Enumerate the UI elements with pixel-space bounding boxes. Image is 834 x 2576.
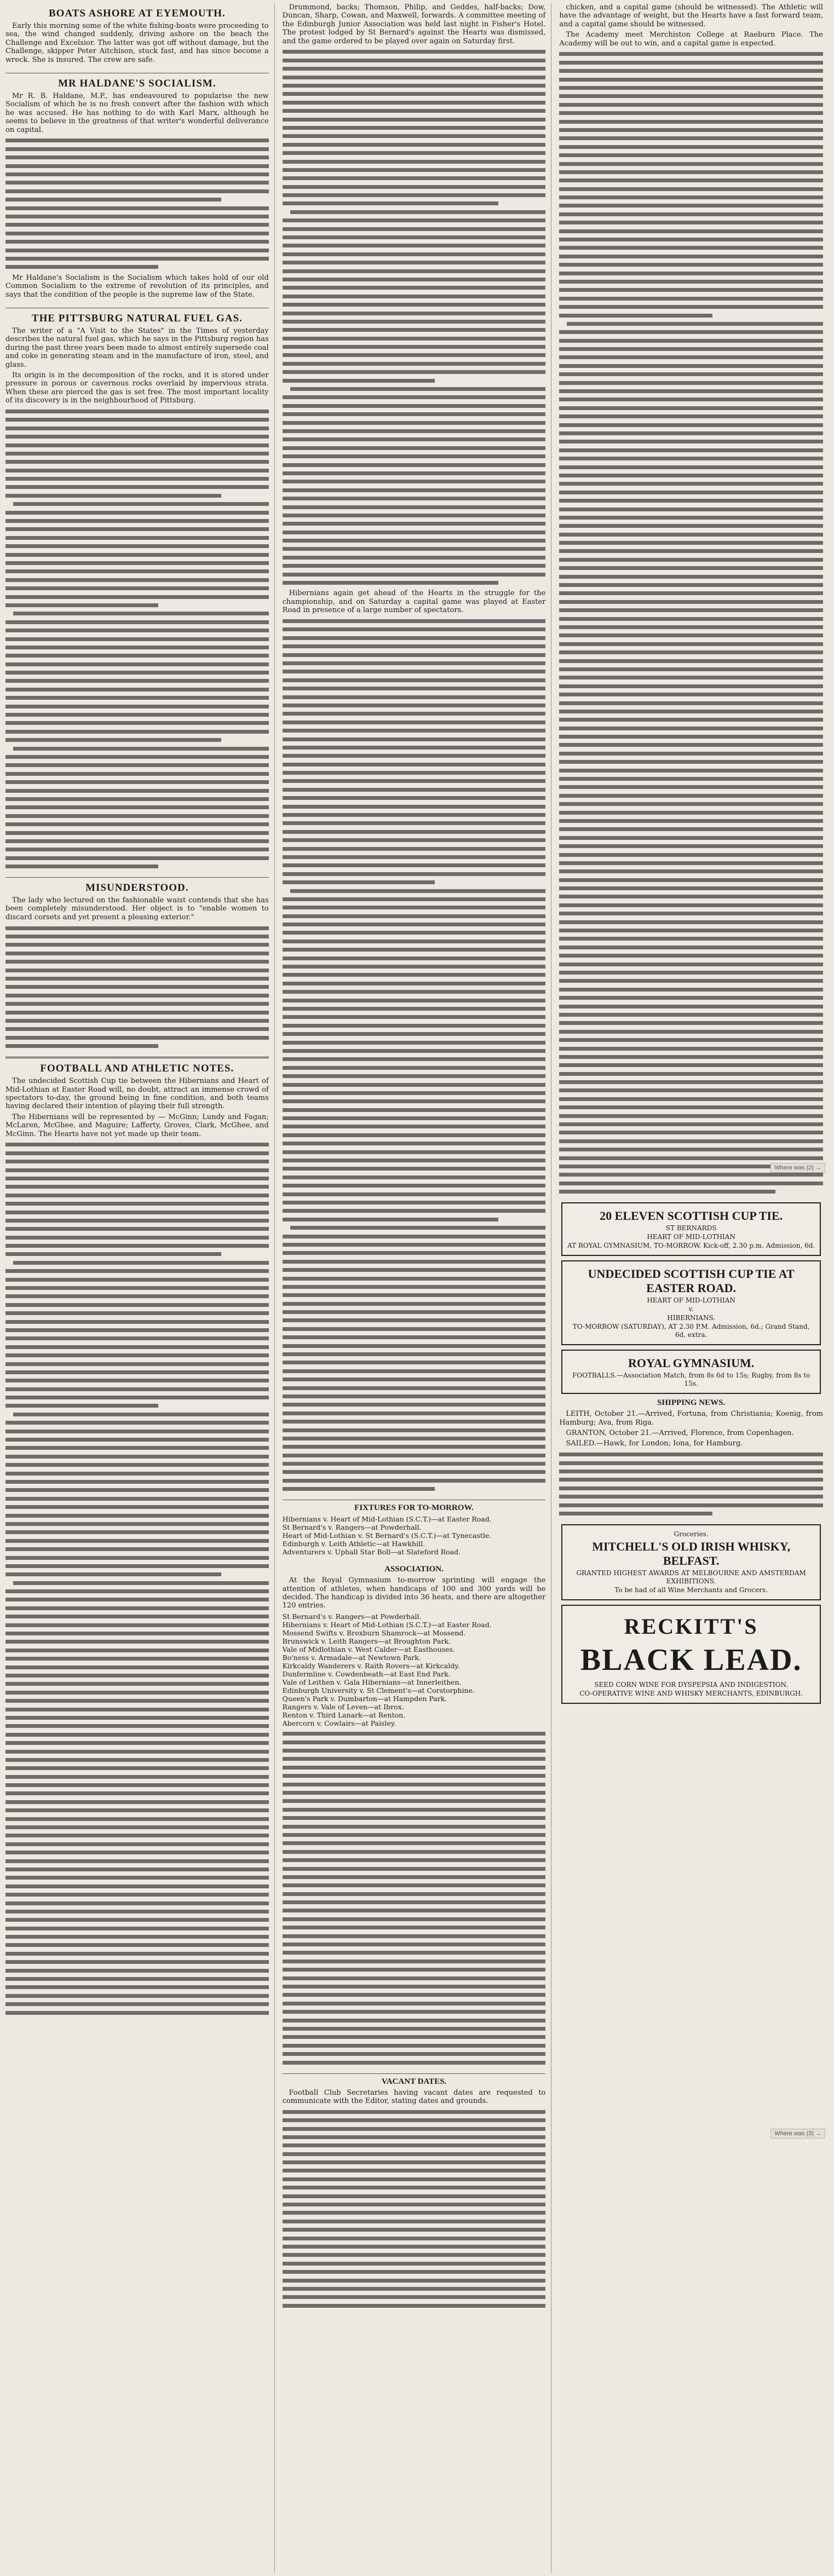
- illegible-text-block: [5, 410, 269, 868]
- fixture-item: Vale of Leithen v. Gala Hibernians—at Innerleithen.: [282, 1678, 462, 1686]
- double-divider: [5, 1057, 269, 1058]
- ad-title: UNDECIDED SCOTTISH CUP TIE AT EASTER ROAD.: [588, 1267, 795, 1295]
- fixture-item: Rangers v. Vale of Leven—at Ibrox.: [282, 1702, 404, 1711]
- annotation-label: Where was (3) →: [770, 2129, 825, 2139]
- section-heading: FIXTURES FOR TO-MORROW.: [354, 1503, 474, 1513]
- shipping-news: [559, 1398, 823, 1515]
- article-football-continued: [283, 3, 546, 1491]
- article-paragraph: The undecided Scottish Cup tie between the Hibernians and Heart of Mid-Lothian at Easter Road will, no doubt, attract an immense crowd of spectators to-day, the ground being in fine condition, and both teams having declared their intention of playing their full strength.: [5, 1077, 269, 1111]
- ad-line: SEED CORN WINE FOR DYSPEPSIA AND INDIGESTION.: [594, 1680, 789, 1688]
- article-football-notes: [5, 1063, 269, 2014]
- illegible-text-block: [283, 50, 546, 585]
- fixture-item: Brunswick v. Leith Rangers—at Broughton Park.: [282, 1636, 451, 1645]
- article-paragraph: SAILED.—Hawk, for London; Iona, for Hamburg.: [566, 1439, 743, 1448]
- ad-line: ST BERNARDS: [665, 1224, 717, 1232]
- section-heading: ASSOCIATION.: [384, 1565, 444, 1574]
- article-paragraph: Its origin is in the decomposition of the rocks, and it is stored under pressure in porous or cavernous rocks overlaid by impervious strata. When these are pierced the gas is set free. The most important locality of its discovery is in the neighbourhood of Pittsburg.: [5, 371, 269, 405]
- fixture-item: Abercorn v. Cowlairs—at Paisley.: [282, 1719, 396, 1727]
- ad-section-label: Groceries.: [674, 1530, 709, 1538]
- illegible-text-block: [283, 619, 546, 1491]
- illegible-text-block: [5, 1143, 269, 2014]
- fixture-item: Heart of Mid-Lothian v. St Bernard's (S.C.T.)—at Tynecastle.: [282, 1531, 492, 1540]
- article-paragraph: At the Royal Gymnasium to-morrow sprinting will engage the attention of athletes, when handicaps of 100 and 300 yards will be decided. The handicap is divided into 36 heats, and there are altogether 120 entries.: [282, 1576, 546, 1610]
- article-paragraph: Hibernians again get ahead of the Hearts in the struggle for the championship, and on Saturday a capital game was played at Easter Road in presence of a large number of spectators.: [282, 589, 546, 615]
- article-heading: MISUNDERSTOOD.: [85, 882, 189, 894]
- article-football-continued: [559, 3, 823, 1194]
- fixture-item: Hibernians v. Heart of Mid-Lothian (S.C.T.)—at Easter Road.: [282, 1515, 492, 1524]
- article-paragraph: chicken, and a capital game (should be witnessed). The Athletic will have the advantage of weight, but the Hearts have a fast forward team, and a capital game should be witnessed.: [559, 3, 823, 28]
- article-paragraph: LEITH, October 21.—Arrived, Fortuna, from Christiania; Koenig, from Hamburg; Ava, from Riga.: [559, 1410, 823, 1427]
- illegible-text-block: [5, 926, 269, 1048]
- ad-line: FOOTBALLS.—Association Match, from 8s 6d to 15s; Rugby, from 8s to 15s.: [572, 1371, 810, 1388]
- advertisement-cup-tie-2: [561, 1260, 821, 1345]
- fixture-item: St Bernard's v. Rangers—at Powderhall.: [282, 1523, 422, 1532]
- ad-line: TO-MORROW (SATURDAY), AT 2.30 P.M. Admission, 6d.; Grand Stand, 6d. extra.: [572, 1323, 810, 1339]
- divider: [283, 2073, 546, 2074]
- article-heading: FOOTBALL AND ATHLETIC NOTES.: [40, 1063, 234, 1075]
- ad-brand-name: RECKITT'S: [624, 1613, 758, 1639]
- ad-line: HIBERNIANS.: [667, 1314, 716, 1322]
- advertisement-cup-tie-1: [561, 1202, 821, 1256]
- fixture-item: Mossend Swifts v. Broxburn Shamrock—at Mossend.: [282, 1628, 466, 1637]
- annotation-label: Where was (2) →: [770, 1163, 825, 1173]
- fixtures-section: [283, 1503, 546, 1556]
- fixture-item: Edinburgh v. Leith Athletic—at Hawkhill.: [282, 1540, 425, 1548]
- fixture-item: St Bernard's v. Rangers—at Powderhall.: [282, 1612, 422, 1621]
- page-columns: [5, 3, 829, 2573]
- section-heading: VACANT DATES.: [381, 2077, 447, 2086]
- ad-line: v.: [688, 1305, 694, 1313]
- article-heading: MR HALDANE'S SOCIALISM.: [58, 78, 216, 90]
- ad-line: To be had of all Wine Merchants and Grocers.: [614, 1586, 768, 1594]
- fixture-item: Dunfermline v. Cowdenbeath—at East End Park.: [282, 1669, 451, 1678]
- fixtures-list: [283, 1612, 546, 1727]
- article-heading: THE PITTSBURG NATURAL FUEL GAS.: [31, 312, 243, 324]
- article-heading: BOATS ASHORE AT EYEMOUTH.: [48, 8, 226, 19]
- article-paragraph: The Academy meet Merchiston College at Raeburn Place. The Academy will be out to win, and a capital game is expected.: [559, 31, 823, 48]
- fixtures-list: [283, 1515, 546, 1556]
- fixture-item: Edinburgh University v. St Clement's—at Corstorphine.: [282, 1686, 475, 1695]
- article-paragraph: The writer of a "A Visit to the States" in the Times of yesterday describes the natural fuel gas, which he says in the Pittsburg region has during the past three years been made to almost entirely supersede coal and coke in generating steam and in the manufacture of iron, steel, and glass.: [5, 326, 269, 369]
- ad-line: HEART OF MID-LOTHIAN: [647, 1296, 735, 1305]
- article-paragraph: GRANTON, October 21.—Arrived, Florence, from Copenhagen.: [566, 1428, 794, 1437]
- vacant-dates-section: [283, 2077, 546, 2308]
- illegible-text-block: [283, 2110, 546, 2308]
- article-paragraph: Early this morning some of the white fishing-boats were proceeding to sea, the wind changed suddenly, driving ashore on the beach the Challenge and Excelsior. The latter was got off without damage, but the Challenge, skipper Peter Aitchison, stuck fast, and has since become a wreck. She is insured. The crew are safe.: [5, 22, 269, 64]
- ad-line: HEART OF MID-LOTHIAN: [647, 1233, 735, 1241]
- fixture-item: Queen's Park v. Dumbarton—at Hampden Park.: [282, 1694, 447, 1703]
- column-3: [559, 3, 829, 2573]
- article-paragraph: Mr Haldane's Socialism is the Socialism which takes hold of our old Common Socialism to the extreme of revolution of its principles, and says that the condition of the people is the supreme law of the State.: [5, 273, 269, 299]
- fixture-item: Vale of Midlothian v. West Calder—at Easthouses.: [282, 1645, 455, 1653]
- ad-product-name: BLACK LEAD.: [580, 1643, 802, 1677]
- article-misunderstood: [5, 882, 269, 1048]
- ad-line: AT ROYAL GYMNASIUM, TO-MORROW. Kick-off, 2.30 p.m. Admission, 6d.: [567, 1242, 815, 1250]
- association-section: [283, 1565, 546, 2064]
- illegible-text-block: [5, 139, 269, 269]
- article-paragraph: Drummond, backs; Thomson, Philip, and Geddes, half-backs; Dow, Duncan, Sharp, Cowan, and Maxwell, forwards. A committee meeting of the Edinburgh Junior Association was held last night in Fisher's Hotel. The protest lodged by St Bernard's against the Hearts was dismissed, and the game ordered to be played over again on Saturday first.: [282, 3, 546, 45]
- advertisement-mitchells-whisky: [561, 1524, 821, 1600]
- ad-line: GRANTED HIGHEST AWARDS AT MELBOURNE AND AMSTERDAM EXHIBITIONS.: [576, 1569, 806, 1585]
- column-2: [283, 3, 552, 2573]
- article-paragraph: Football Club Secretaries having vacant dates are requested to communicate with the Editor, stating dates and grounds.: [282, 2088, 546, 2105]
- article-paragraph: Mr R. B. Haldane, M.P., has endeavoured to popularise the new Socialism of which he is no fresh convert after the fashion with which he was accused. He has nothing to do with Karl Marx, although he seems to believe in the greatness of that writer's wonderful deliverance on capital.: [5, 92, 269, 134]
- illegible-text-block: [559, 1453, 823, 1515]
- article-paragraph: The Hibernians will be represented by — McGinn; Lundy and Fagan; McLaren, McGhee, and Maguire; Lafferty, Groves, Clark, McGhee, and McGinn. The Hearts have not yet made up their team.: [5, 1113, 269, 1138]
- fixture-item: Kirkcaldy Wanderers v. Raith Rovers—at Kirkcaldy.: [282, 1661, 460, 1670]
- illegible-text-block: [283, 1732, 546, 2064]
- article-boats-ashore: [5, 8, 269, 64]
- fixture-item: Renton v. Third Lanark—at Renton.: [282, 1710, 406, 1719]
- article-haldane-socialism: [5, 78, 269, 299]
- ad-title: 20 ELEVEN SCOTTISH CUP TIE.: [600, 1209, 783, 1223]
- advertisement-reckitts-black-lead: [561, 1605, 821, 1704]
- article-pittsburg-gas: [5, 313, 269, 868]
- section-heading: SHIPPING NEWS.: [657, 1398, 726, 1408]
- article-paragraph: The lady who lectured on the fashionable waist contends that she has been completely misunderstood. Her object is to "enable women to discard corsets and yet present a pleasing exterior.": [5, 896, 269, 921]
- ad-title: MITCHELL'S OLD IRISH WHISKY, BELFAST.: [592, 1539, 791, 1568]
- divider: [5, 877, 269, 878]
- advertisement-gymnasium: [561, 1350, 821, 1394]
- ad-line: CO-OPERATIVE WINE AND WHISKY MERCHANTS, EDINBURGH.: [579, 1689, 803, 1697]
- fixture-item: Hibernians v. Heart of Mid-Lothian (S.C.T.)—at Easter Road.: [282, 1620, 492, 1629]
- fixture-item: Adventurers v. Uphall Star Boll—at Slateford Road.: [282, 1548, 461, 1557]
- column-1: [5, 3, 275, 2573]
- fixture-item: Bo'ness v. Armadale—at Newtown Park.: [282, 1653, 421, 1662]
- illegible-text-block: [559, 52, 823, 1194]
- ad-title: ROYAL GYMNASIUM.: [628, 1356, 755, 1370]
